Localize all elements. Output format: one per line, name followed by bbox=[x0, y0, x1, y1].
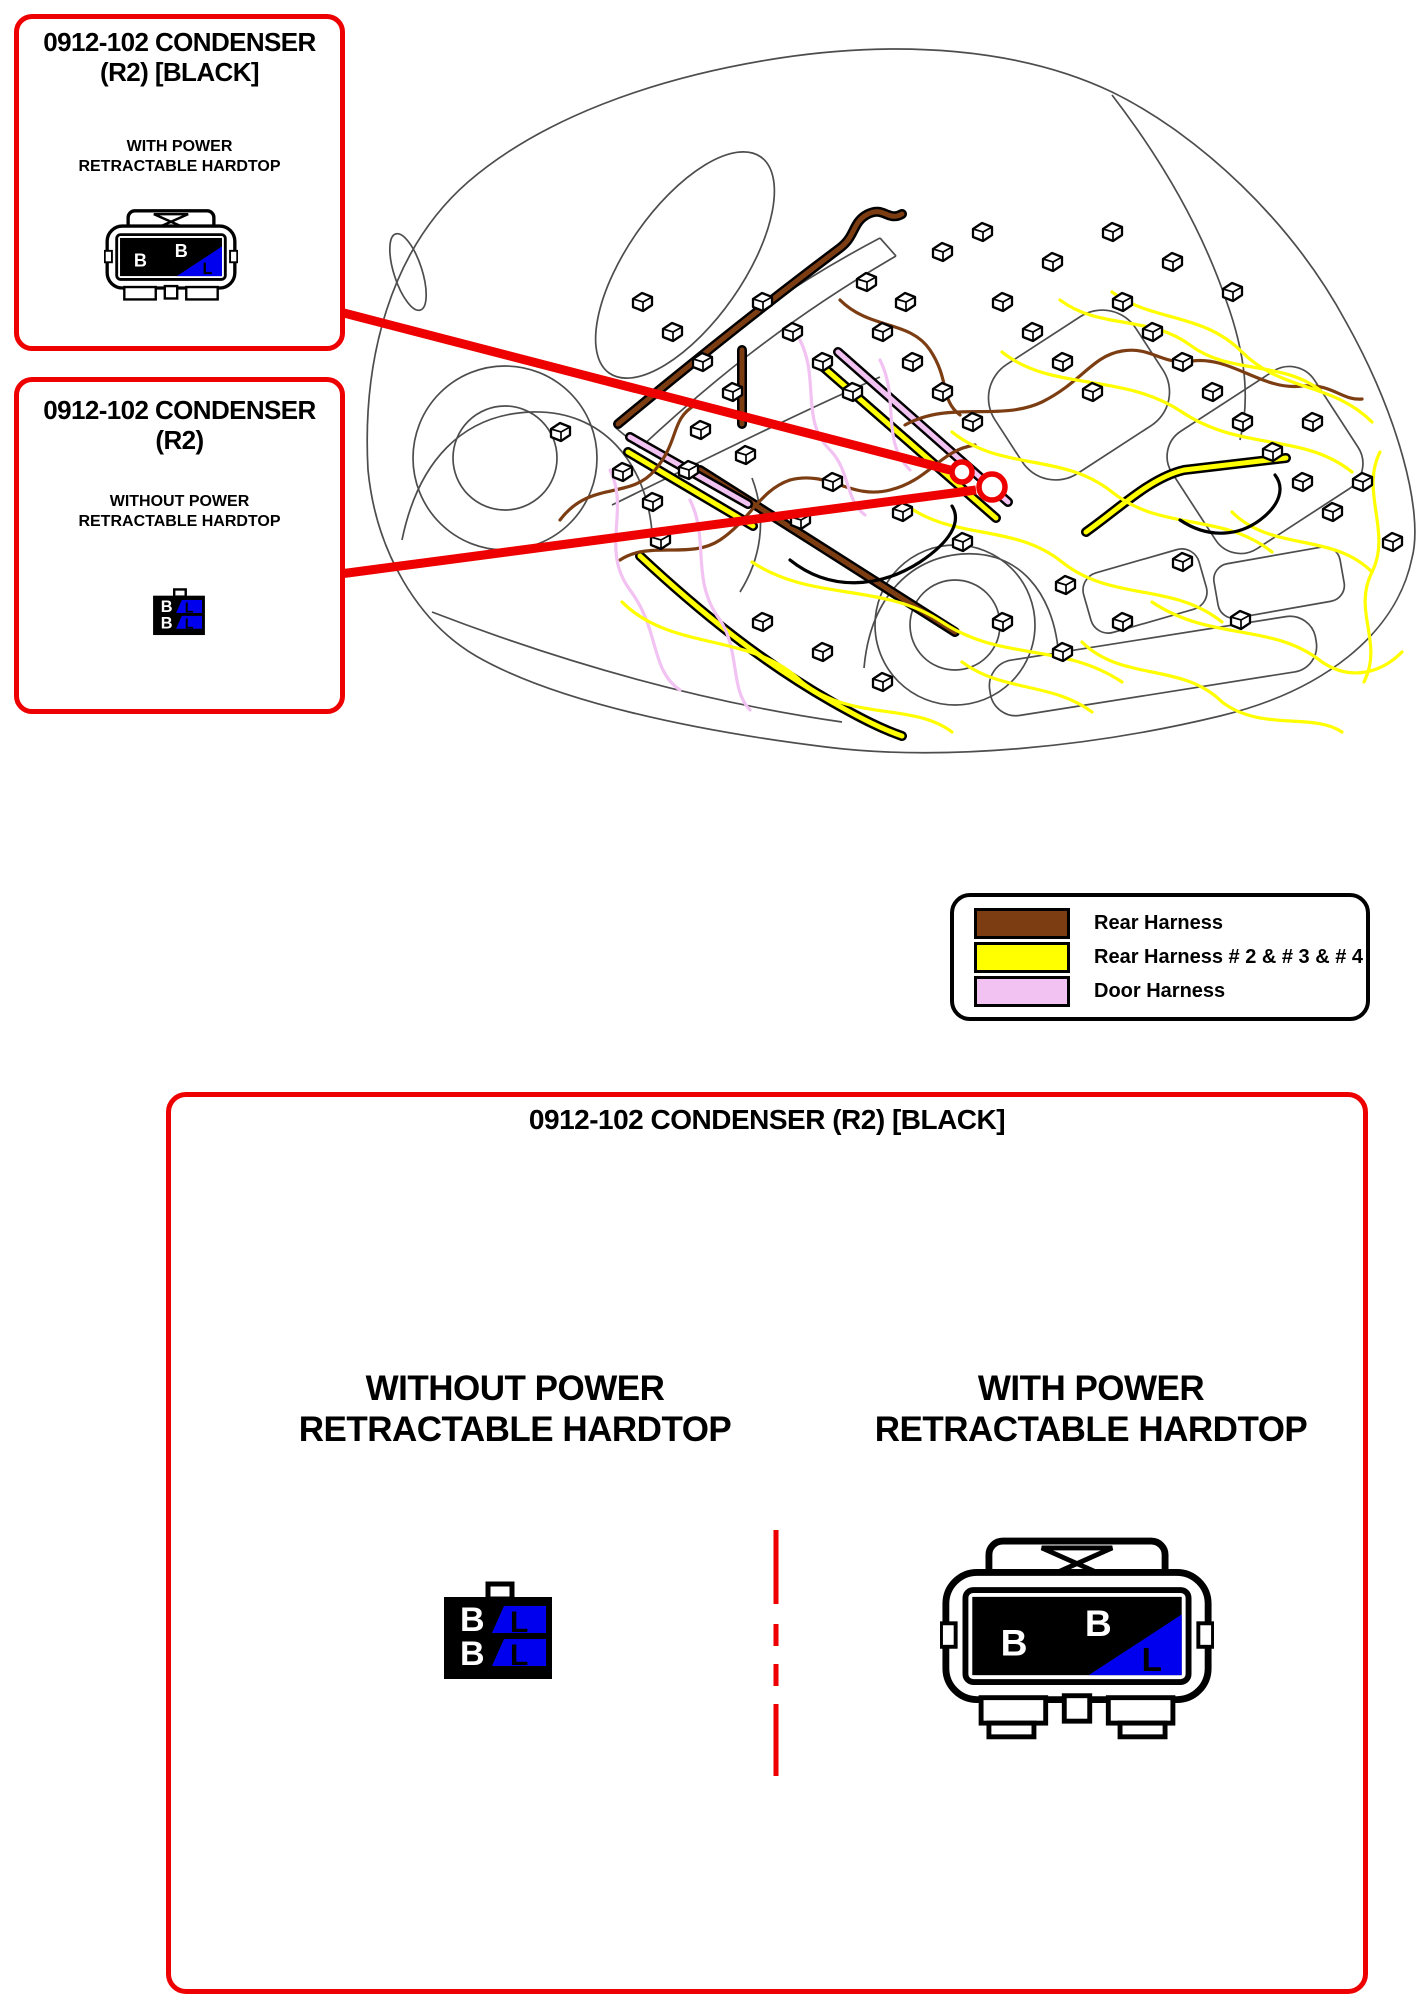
pin-label: B bbox=[160, 614, 173, 633]
callout-without-prht bbox=[14, 377, 345, 714]
detail-panel-title: 0912-102 CONDENSER (R2) [BLACK] bbox=[528, 1104, 1006, 1135]
heading-without-prht: WITHOUT POWER RETRACTABLE HARDTOP bbox=[298, 1369, 732, 1450]
legend-label: Rear Harness # 2 & # 3 & # 4 bbox=[1094, 945, 1364, 968]
callout-title-line1: 0912-102 CONDENSER bbox=[43, 395, 316, 425]
legend-label: Rear Harness bbox=[1094, 911, 1223, 934]
pin-label: L bbox=[202, 260, 213, 279]
callout-title-line2: (R2) [BLACK] bbox=[100, 56, 259, 87]
rear-harness-swatch bbox=[974, 908, 1070, 939]
harness-legend bbox=[950, 893, 1370, 1021]
rear-harness-234-swatch bbox=[974, 942, 1070, 973]
connector-with-prht-illustration-large bbox=[940, 1533, 1214, 1741]
connector-markers bbox=[551, 223, 1402, 691]
callout-title-line1: 0912-102 CONDENSER bbox=[43, 27, 316, 57]
legend-item-rear-harness-234 bbox=[974, 940, 1366, 974]
pin-label: B bbox=[133, 250, 147, 271]
door-harness-swatch bbox=[974, 976, 1070, 1007]
connector-without-prht-illustration-large bbox=[442, 1581, 554, 1681]
pin-label: B bbox=[174, 241, 188, 262]
pin-label: B bbox=[1000, 1621, 1028, 1664]
pin-label: L bbox=[184, 600, 194, 617]
connector-without-prht-illustration bbox=[152, 588, 206, 636]
pin-label: L bbox=[184, 616, 194, 633]
pin-label: L bbox=[510, 1606, 529, 1639]
callout-title bbox=[19, 396, 340, 456]
harness-wire-lines bbox=[560, 292, 1402, 732]
pin-label: B bbox=[1084, 1602, 1112, 1645]
pin-label: L bbox=[510, 1639, 529, 1672]
legend-label: Door Harness bbox=[1094, 979, 1226, 1002]
connector-detail-panel bbox=[166, 1092, 1368, 1994]
legend-item-rear-harness bbox=[974, 906, 1366, 940]
legend-item-door-harness bbox=[974, 974, 1366, 1008]
leader-lines bbox=[340, 312, 976, 574]
pin-label: L bbox=[1141, 1642, 1162, 1680]
heading-with-prht: WITH POWER RETRACTABLE HARDTOP bbox=[874, 1369, 1308, 1450]
pin-label: B bbox=[160, 598, 173, 616]
section-divider-dashed-line bbox=[771, 1528, 781, 1778]
variant-label: WITHOUT POWER RETRACTABLE HARDTOP bbox=[78, 493, 281, 531]
pin-label: B bbox=[460, 1601, 485, 1639]
variant-label: WITH POWER RETRACTABLE HARDTOP bbox=[78, 138, 281, 176]
callout-title-line2: (R2) bbox=[155, 424, 204, 455]
connector-with-prht-illustration bbox=[104, 207, 238, 308]
callout-title bbox=[19, 28, 340, 88]
pin-label: B bbox=[460, 1635, 485, 1673]
callout-with-prht bbox=[14, 14, 345, 351]
